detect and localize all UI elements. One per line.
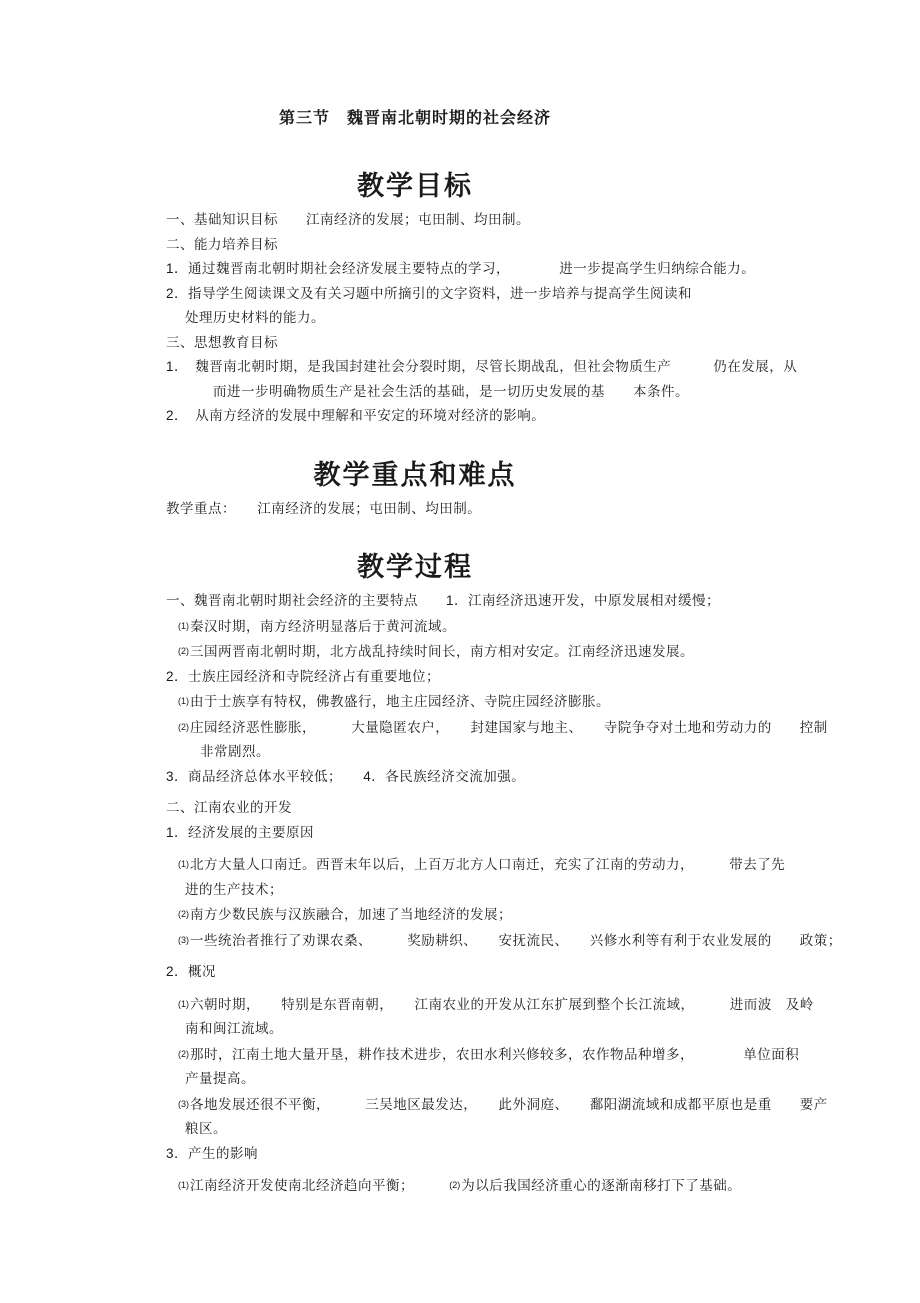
- line-text: 1．通过魏晋南北朝时期社会经济发展主要特点的学习， 进一步提高学生归纳综合能力。: [166, 261, 756, 276]
- section-heading: 教学重点和难点: [313, 459, 517, 490]
- doc-line: [166, 715, 870, 741]
- doc-line: [166, 1017, 870, 1042]
- section-heading-wrap: [0, 170, 830, 202]
- line-text: 2．士族庄园经济和寺院经济占有重要地位；: [166, 668, 441, 684]
- line-text: 秦汉时期，南方经济明显落后于黄河流域。: [190, 618, 456, 634]
- doc-line: [166, 589, 870, 614]
- doc-line: [166, 1117, 870, 1142]
- line-text: 3．商品经济总体水平较低； 4．各民族经济交流加强。: [166, 768, 526, 784]
- doc-line: [166, 233, 870, 258]
- doc-line: [166, 208, 870, 233]
- list-marker: (2): [449, 1180, 461, 1190]
- doc-line: [166, 1092, 870, 1118]
- doc-line: [166, 355, 870, 380]
- list-marker: (1): [178, 1180, 189, 1190]
- section-lines: [0, 497, 920, 522]
- doc-line: [166, 992, 870, 1018]
- line-text: 那时，江南土地大量开垦，耕作技术进步，农田水利兴修较多，农作物品种增多， 单位面积: [190, 1046, 800, 1062]
- line-text: 江南经济开发使南北经济趋向平衡；: [190, 1178, 450, 1193]
- list-marker: (3): [178, 934, 189, 945]
- section-heading-wrap: [0, 459, 830, 491]
- doc-line: [166, 257, 870, 282]
- doc-line: [166, 852, 870, 878]
- line-text: 一、基础知识目标 江南经济的发展；屯田制、均田制。: [166, 212, 530, 227]
- line-text: 教学重点： 江南经济的发展；屯田制、均田制。: [166, 500, 482, 516]
- doc-line: [166, 902, 870, 928]
- line-text: 庄园经济恶性膨胀， 大量隐匿农户， 封建国家与地主、 寺院争夺对土地和劳动力的 控制: [190, 719, 828, 735]
- doc-line: [166, 282, 870, 307]
- section: [0, 459, 920, 522]
- list-marker: (1): [178, 620, 189, 631]
- line-text: 一些统治者推行了劝课农桑、 奖励耕织、 安抚流民、 兴修水利等有利于农业发展的 政策；: [190, 932, 842, 948]
- section: [0, 170, 920, 429]
- sections: [0, 170, 920, 1199]
- list-marker: (2): [178, 909, 189, 919]
- doc-line: [166, 639, 870, 665]
- doc-line: [166, 821, 870, 846]
- doc-line: [166, 1042, 870, 1068]
- section-lines: [0, 589, 920, 1199]
- line-text: 进的生产技术；: [185, 881, 283, 897]
- line-text: 各地发展还很不平衡， 三吴地区最发达， 此外洞庭、 鄱阳湖流域和成都平原也是重 要产: [190, 1096, 828, 1112]
- line-text: 为以后我国经济重心的逐渐南移打下了基础。: [461, 1178, 742, 1193]
- list-marker: (2): [178, 1048, 189, 1059]
- doc-line: [166, 878, 870, 903]
- line-text: 二、江南农业的开发: [166, 800, 292, 815]
- line-text: 由于士族享有特权，佛教盛行，地主庄园经济、寺院庄园经济膨胀。: [190, 694, 610, 709]
- line-text: 处理历史材料的能力。: [185, 310, 325, 325]
- line-text: 三、思想教育目标: [166, 334, 278, 350]
- line-text: 二、能力培养目标: [166, 236, 278, 252]
- doc-line: [166, 1142, 870, 1167]
- doc-line: [166, 614, 870, 640]
- doc-line: [166, 331, 870, 356]
- doc-line: [166, 404, 870, 429]
- list-marker: (2): [178, 646, 189, 656]
- doc-line: [166, 1067, 870, 1092]
- doc-line: [166, 380, 870, 405]
- line-text: 粮区。: [185, 1121, 227, 1136]
- line-text: 1．经济发展的主要原因: [166, 824, 315, 840]
- section-lines: [0, 208, 920, 429]
- doc-line: [166, 796, 870, 821]
- line-text: 2．指导学生阅读课文及有关习题中所摘引的文字资料，进一步培养与提高学生阅读和: [166, 285, 693, 301]
- line-text: 北方大量人口南迁。西晋末年以后，上百万北方人口南迁，充实了江南的劳动力， 带去了先: [190, 857, 786, 872]
- doc-line: [166, 1173, 870, 1199]
- line-text: 2．概况: [166, 964, 217, 979]
- doc-title: 第三节 魏晋南北朝时期的社会经济: [278, 110, 551, 127]
- doc-line: [166, 928, 870, 954]
- list-marker: (1): [178, 696, 189, 706]
- line-text: 三国两晋南北朝时期，北方战乱持续时间长，南方相对安定。江南经济迅速发展。: [190, 644, 694, 659]
- list-marker: (1): [178, 998, 189, 1009]
- doc-line: [166, 740, 870, 765]
- section: [0, 551, 920, 1199]
- list-marker: (1): [178, 859, 189, 869]
- line-text: 非常剧烈。: [200, 744, 270, 759]
- list-marker: (2): [178, 721, 189, 732]
- line-text: 一、魏晋南北朝时期社会经济的主要特点 1．江南经济迅速开发，中原发展相对缓慢；: [166, 593, 721, 608]
- line-text: 南和闽江流域。: [185, 1021, 283, 1036]
- line-text: 1． 魏晋南北朝时期，是我国封建社会分裂时期，尽管长期战乱，但社会物质生产 仍在发展，从: [166, 359, 798, 374]
- line-text: 产量提高。: [185, 1071, 255, 1086]
- doc-line: [166, 960, 870, 985]
- line-text: 六朝时期， 特别是东晋南朝， 江南农业的开发从江东扩展到整个长江流域， 进而波 及岭: [190, 996, 814, 1012]
- doc-line: [166, 689, 870, 715]
- doc-line: [166, 497, 870, 522]
- section-heading: 教学目标: [357, 171, 473, 201]
- list-marker: (3): [178, 1098, 189, 1109]
- title-wrap: [0, 108, 830, 130]
- section-heading: 教学过程: [357, 552, 473, 582]
- doc-line: [166, 665, 870, 690]
- section-heading-wrap: [0, 551, 830, 583]
- doc-line: [166, 306, 870, 331]
- line-text: 南方少数民族与汉族融合，加速了当地经济的发展；: [190, 907, 512, 922]
- doc-line: [166, 765, 870, 790]
- line-text: 而进一步明确物质生产是社会生活的基础，是一切历史发展的基 本条件。: [213, 383, 689, 399]
- line-text: 3．产生的影响: [166, 1145, 259, 1161]
- line-text: 2． 从南方经济的发展中理解和平安定的环境对经济的影响。: [166, 408, 546, 423]
